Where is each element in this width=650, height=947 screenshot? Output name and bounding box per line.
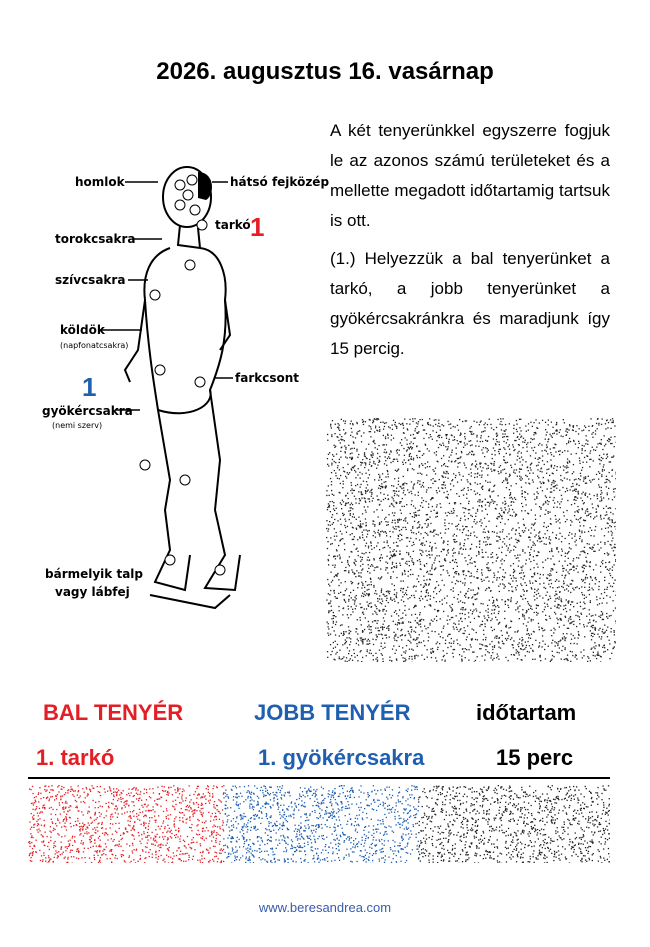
noise-texture — [326, 418, 616, 662]
label-homlok: homlok — [75, 175, 125, 189]
marker-red: 1 — [250, 212, 265, 242]
instruction-para-2: (1.) Helyezzük a bal tenyerünket a tarkó, a jobb tenyerünket a gyökércsakránkra és maradjunk így 15 percig. — [330, 249, 610, 358]
header-bal-tenyer: BAL TENYÉR — [43, 700, 184, 725]
body-diagram — [30, 150, 330, 620]
label-torokcsakra: torokcsakra — [55, 232, 136, 246]
label-koldok: köldök — [60, 323, 105, 337]
label-szivcsakra: szívcsakra — [55, 273, 126, 287]
marker-blue: 1 — [82, 372, 97, 402]
label-talp-1: bármelyik talp — [45, 567, 143, 581]
label-tarko: tarkó — [215, 218, 251, 232]
header-idotartam: időtartam — [476, 700, 577, 725]
label-gyokercsakra-sub: (nemi szerv) — [52, 421, 103, 430]
label-hatso-fejkozep: hátsó fejközép — [230, 175, 330, 189]
cell-ido: 15 perc — [496, 745, 574, 770]
label-talp-2: vagy lábfej — [55, 585, 130, 599]
label-farkcsont: farkcsont — [235, 371, 299, 385]
instruction-text — [330, 116, 610, 372]
cell-jobb: 1. gyökércsakra — [258, 745, 425, 770]
cell-bal: 1. tarkó — [36, 745, 115, 770]
label-gyokercsakra: gyökércsakra — [42, 404, 133, 418]
body-figure — [30, 150, 330, 620]
page-title: 2026. augusztus 16. vasárnap — [156, 58, 494, 85]
header-jobb-tenyer: JOBB TENYÉR — [254, 700, 411, 725]
table-divider — [28, 777, 610, 779]
instruction-para-1: A két tenyerünkkel egyszerre fogjuk le az azonos számú területeket és a mellette megadott időtartamig tartsuk is ott. — [330, 121, 610, 230]
label-koldok-sub: (napfonatcsakra) — [60, 341, 129, 350]
footer-link[interactable]: www.beresandrea.com — [258, 900, 392, 915]
noise-texture-row — [28, 785, 610, 863]
